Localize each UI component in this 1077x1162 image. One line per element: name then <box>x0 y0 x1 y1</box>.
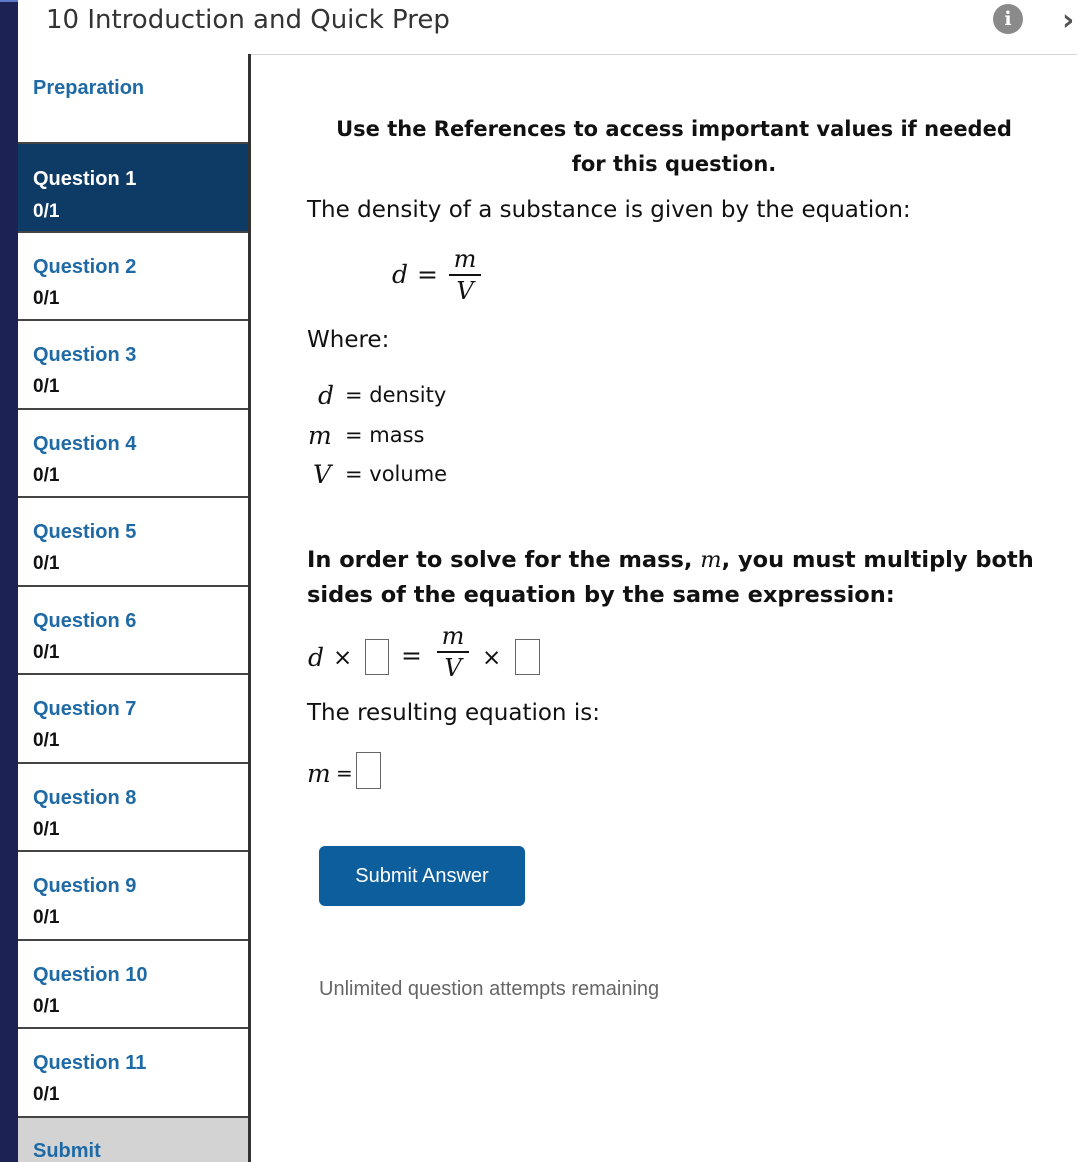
sidebar-item-score: 0/1 <box>33 1084 60 1105</box>
submit-answer-button[interactable]: Submit Answer <box>319 846 525 906</box>
sidebar-item-score: 0/1 <box>33 819 60 840</box>
sidebar-item-label: Question 11 <box>33 1052 147 1074</box>
sidebar-item-score: 0/1 <box>33 730 60 751</box>
sidebar-item-question-8[interactable] <box>18 764 248 852</box>
sidebar-item-question-9[interactable] <box>18 852 248 941</box>
sidebar-item-label: Submit <box>33 1140 101 1162</box>
sidebar-item-score: 0/1 <box>33 642 60 663</box>
sidebar-item-label: Question 10 <box>33 964 148 986</box>
question-sidebar <box>18 54 251 1162</box>
sidebar-item-question-3[interactable] <box>18 321 248 410</box>
equation2-fraction-denominator: V <box>444 653 462 682</box>
multiplier-input-left[interactable] <box>365 639 389 675</box>
sidebar-item-label: Question 2 <box>33 256 137 278</box>
where-label: Where: <box>307 327 390 353</box>
sidebar-item-label: Question 3 <box>33 344 137 366</box>
equation2-fraction <box>437 623 469 681</box>
solve-symbol: m <box>700 547 722 573</box>
definition-description: = volume <box>345 462 448 486</box>
result-symbol: m <box>307 759 331 788</box>
density-intro: The density of a substance is given by the equation: <box>307 197 911 223</box>
equation2-equals: = <box>401 641 422 670</box>
density-fraction-numerator: m <box>453 245 477 273</box>
fraction-bar <box>449 274 481 276</box>
sidebar-item-question-6[interactable] <box>18 587 248 675</box>
sidebar-item-question-4[interactable] <box>18 410 248 498</box>
solve-prefix: In order to solve for the mass, <box>307 547 701 573</box>
result-equals: = <box>336 761 353 785</box>
sidebar-item-question-11[interactable] <box>18 1029 248 1118</box>
density-equation-lhs: d <box>392 260 409 289</box>
sidebar-item-score: 0/1 <box>33 201 60 222</box>
question-panel <box>251 54 1077 1162</box>
sidebar-item-preparation[interactable] <box>18 54 248 144</box>
definition-symbol: V <box>313 460 332 489</box>
definition-symbol: m <box>308 421 332 450</box>
sidebar-item-question-2[interactable] <box>18 233 248 321</box>
sidebar-item-score: 0/1 <box>33 907 60 928</box>
solve-suffix: , you must multiply both sides of the equation by the same expression: <box>307 547 1034 608</box>
result-input[interactable] <box>356 752 381 789</box>
definition-symbol: d <box>318 381 335 410</box>
sidebar-item-label: Question 5 <box>33 521 137 543</box>
sidebar-item-score: 0/1 <box>33 376 60 397</box>
solve-instructions <box>307 543 1042 613</box>
equation2-fraction-numerator: m <box>441 622 465 650</box>
sidebar-item-label: Question 1 <box>33 168 137 190</box>
sidebar-item-score: 0/1 <box>33 553 60 574</box>
sidebar-item-label: Question 9 <box>33 875 137 897</box>
sidebar-item-question-5[interactable] <box>18 498 248 587</box>
page-header <box>18 0 1077 55</box>
sidebar-item-label: Question 7 <box>33 698 137 720</box>
sidebar-item-submit[interactable] <box>18 1118 248 1162</box>
chevron-right-icon[interactable]: › <box>1062 3 1075 38</box>
sidebar-item-label: Question 4 <box>33 433 137 455</box>
times-sign: × <box>482 645 502 671</box>
sidebar-item-question-10[interactable] <box>18 941 248 1029</box>
sidebar-item-question-7[interactable] <box>18 675 248 764</box>
left-edge-accent <box>0 0 18 2</box>
equation2-lhs: d <box>308 643 325 672</box>
sidebar-item-score: 0/1 <box>33 288 60 309</box>
density-fraction-denominator: V <box>456 276 474 305</box>
sidebar-item-label: Preparation <box>33 77 145 99</box>
sidebar-item-score: 0/1 <box>33 996 60 1017</box>
info-icon[interactable]: i <box>993 4 1023 34</box>
sidebar-item-score: 0/1 <box>33 465 60 486</box>
fraction-bar <box>437 651 469 653</box>
page-title: 10 Introduction and Quick Prep <box>46 5 450 35</box>
left-edge-bar <box>0 0 18 1162</box>
density-fraction <box>449 246 481 304</box>
definition-description: = mass <box>345 423 425 447</box>
resulting-equation-label: The resulting equation is: <box>307 700 600 726</box>
density-equation-equals: = <box>417 260 438 289</box>
attempts-remaining: Unlimited question attempts remaining <box>319 978 660 1000</box>
references-instructions: Use the References to access important values if needed for this question. <box>336 117 1012 176</box>
sidebar-item-question-1[interactable] <box>18 144 248 233</box>
sidebar-item-label: Question 8 <box>33 787 137 809</box>
times-sign: × <box>333 645 353 671</box>
definition-description: = density <box>345 383 447 407</box>
multiplier-input-right[interactable] <box>515 639 540 675</box>
sidebar-item-label: Question 6 <box>33 610 137 632</box>
